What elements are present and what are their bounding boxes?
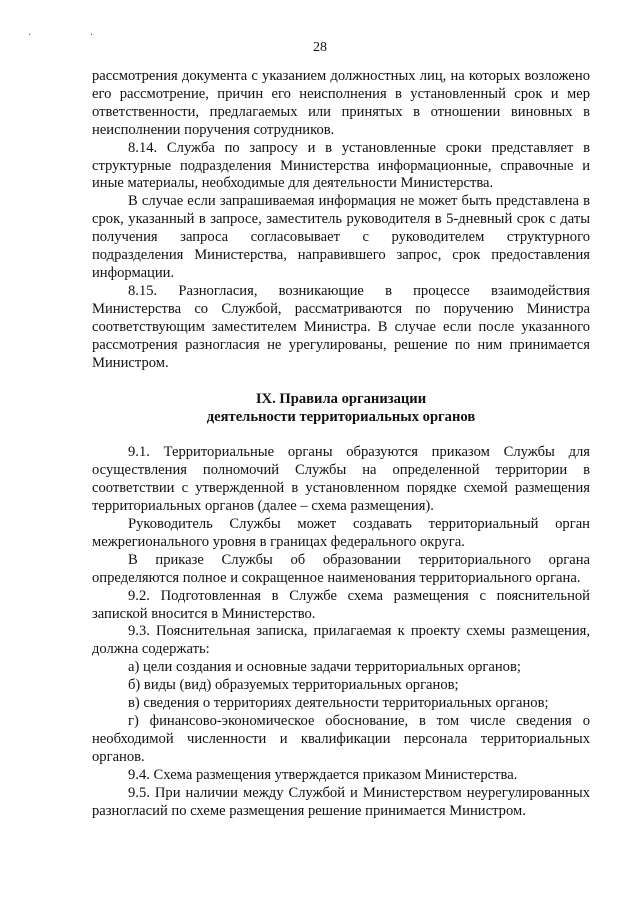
list-item: в) сведения о территориях деятельности территориальных органов; (128, 695, 549, 712)
paragraph: 9.5. При наличии между Службой и Министерством неурегулированных разногласий по схеме размещения решение принимается Министром. (92, 784, 590, 819)
paragraph: рассмотрения документа с указанием должностных лиц, на которых возложено его рассмотрение, причин его неисполнения в установленный срок и мер ответственности, предлагаемых или принятых в отношении виновных в неисполнении поручения сотрудников. (92, 68, 590, 138)
page-number: 28 (313, 40, 327, 55)
list-item: б) виды (вид) образуемых территориальных органов; (128, 677, 459, 694)
section-heading-line: деятельности территориальных органов (206, 409, 476, 426)
section-heading-line: IX. Правила организации (255, 391, 427, 408)
paragraph: В приказе Службы об образовании территориального органа определяются полное и сокращенное наименования территориального органа. (92, 551, 590, 586)
list-item: г) финансово-экономическое обоснование, в том числе сведения о необходимой численности и квалификации персонала территориальных органов. (92, 713, 590, 765)
scan-specks: · · (28, 30, 122, 41)
document-body (92, 68, 590, 820)
paragraph: 9.2. Подготовленная в Службе схема размещения с пояснительной запиской вносится в Министерство. (92, 587, 590, 622)
paragraph: 9.1. Территориальные органы образуются приказом Службы для осуществления полномочий Службы на определенной территории в соответствии с утвержденной в установленном порядке схемой размещения территориальных органов (далее – схема размещения). (92, 444, 590, 515)
paragraph: Руководитель Службы может создавать территориальный орган межрегионального уровня в границах федерального округа. (92, 516, 590, 550)
paragraph: В случае если запрашиваемая информация не может быть представлена в срок, указанный в запросе, заместитель руководителя в 5-дневный срок с даты получения запроса согласовывает с руководителем структурного подразделения Министерства, направившего запрос, срок предоставления информации. (92, 193, 590, 281)
paragraph: 9.3. Пояснительная записка, прилагаемая к проекту схемы размещения, должна содержать: (92, 623, 590, 658)
list-item: а) цели создания и основные задачи территориальных органов; (128, 659, 521, 676)
paragraph: 8.15. Разногласия, возникающие в процессе взаимодействия Министерства со Службой, рассматриваются по поручению Министра соответствующим заместителем Министра. В случае если после указанного рассмотрения разногласия не урегулированы, решение по ним принимается Министром. (92, 282, 590, 371)
paragraph: 8.14. Служба по запросу и в установленные сроки представляет в структурные подразделения Министерства информационные, справочные и иные материалы, необходимые для деятельности Министерства. (92, 139, 590, 192)
section-heading (92, 390, 590, 426)
paragraph: 9.4. Схема размещения утверждается приказом Министерства. (128, 766, 518, 783)
